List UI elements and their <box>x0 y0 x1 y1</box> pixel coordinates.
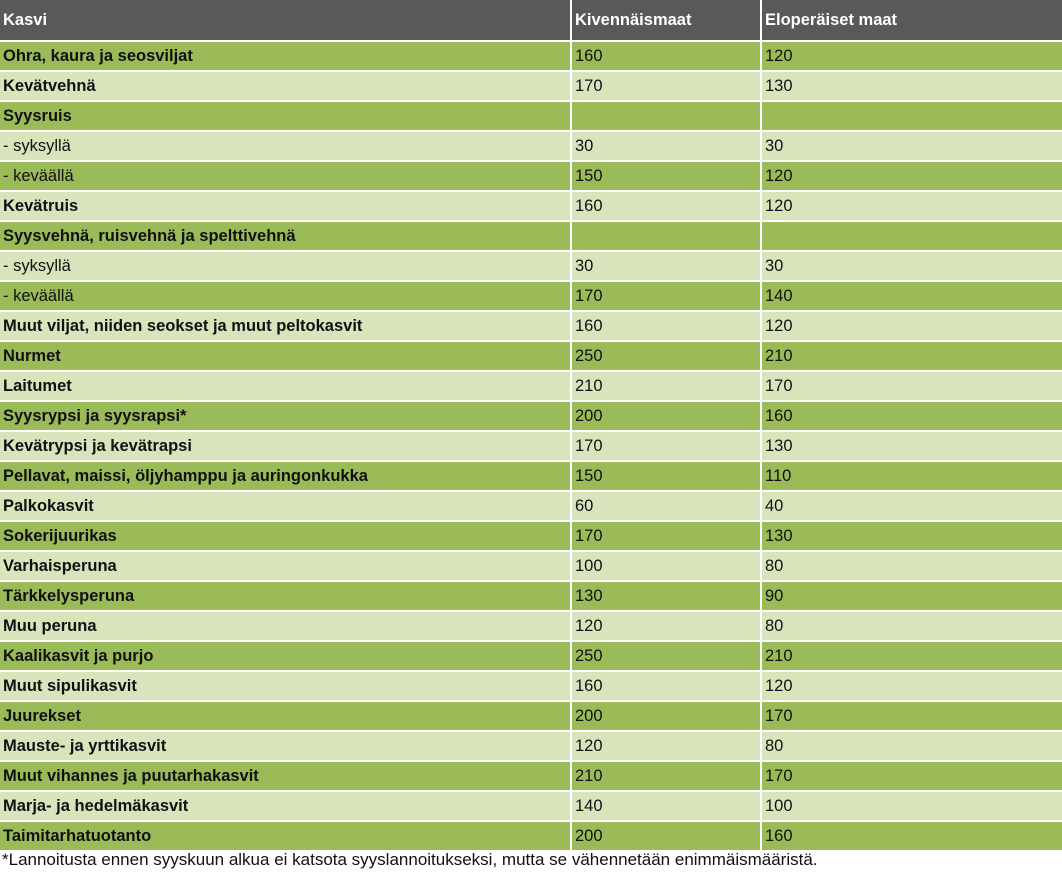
organic-soils-cell: 160 <box>761 401 1062 431</box>
organic-soils-cell <box>761 101 1062 131</box>
organic-soils-cell: 170 <box>761 701 1062 731</box>
crop-cell: Kevätruis <box>0 191 571 221</box>
table-row <box>0 371 1062 401</box>
crop-cell: Pellavat, maissi, öljyhamppu ja auringonkukka <box>0 461 571 491</box>
table-row <box>0 41 1062 71</box>
table-row <box>0 641 1062 671</box>
crop-cell: Kevätrypsi ja kevätrapsi <box>0 431 571 461</box>
table-row <box>0 71 1062 101</box>
organic-soils-cell: 120 <box>761 161 1062 191</box>
table-row <box>0 311 1062 341</box>
table-row <box>0 131 1062 161</box>
table-row <box>0 701 1062 731</box>
mineral-soils-cell: 210 <box>571 371 761 401</box>
table-row <box>0 281 1062 311</box>
mineral-soils-cell <box>571 221 761 251</box>
table-row <box>0 401 1062 431</box>
footnote: *Lannoitusta ennen syyskuun alkua ei katsota syyslannoitukseksi, mutta se vähennetään enimmäismääristä. <box>2 850 818 869</box>
mineral-soils-cell: 160 <box>571 191 761 221</box>
mineral-soils-cell: 170 <box>571 521 761 551</box>
mineral-soils-cell: 160 <box>571 41 761 71</box>
mineral-soils-cell: 170 <box>571 71 761 101</box>
table-row <box>0 821 1062 851</box>
table-row <box>0 251 1062 281</box>
organic-soils-cell <box>761 221 1062 251</box>
organic-soils-cell: 130 <box>761 521 1062 551</box>
table-row <box>0 521 1062 551</box>
organic-soils-cell: 110 <box>761 461 1062 491</box>
organic-soils-cell: 140 <box>761 281 1062 311</box>
mineral-soils-cell: 170 <box>571 281 761 311</box>
crop-cell: Muu peruna <box>0 611 571 641</box>
table-row <box>0 191 1062 221</box>
organic-soils-cell: 90 <box>761 581 1062 611</box>
table-row <box>0 581 1062 611</box>
table-row <box>0 491 1062 521</box>
table-row <box>0 611 1062 641</box>
crop-cell: Syysruis <box>0 101 571 131</box>
mineral-soils-cell: 160 <box>571 311 761 341</box>
table-row <box>0 731 1062 761</box>
mineral-soils-cell: 100 <box>571 551 761 581</box>
mineral-soils-cell: 210 <box>571 761 761 791</box>
header-organic-soils: Eloperäiset maat <box>761 0 1062 41</box>
table-row <box>0 221 1062 251</box>
crop-cell: Marja- ja hedelmäkasvit <box>0 791 571 821</box>
organic-soils-cell: 40 <box>761 491 1062 521</box>
crop-cell: Syysvehnä, ruisvehnä ja spelttivehnä <box>0 221 571 251</box>
table-row <box>0 461 1062 491</box>
mineral-soils-cell: 200 <box>571 701 761 731</box>
mineral-soils-cell: 250 <box>571 641 761 671</box>
mineral-soils-cell: 30 <box>571 131 761 161</box>
organic-soils-cell: 120 <box>761 41 1062 71</box>
crop-cell: - keväällä <box>0 161 571 191</box>
mineral-soils-cell: 150 <box>571 161 761 191</box>
crop-cell: Laitumet <box>0 371 571 401</box>
crop-cell: Sokerijuurikas <box>0 521 571 551</box>
crop-cell: Muut viljat, niiden seokset ja muut peltokasvit <box>0 311 571 341</box>
organic-soils-cell: 170 <box>761 371 1062 401</box>
mineral-soils-cell: 130 <box>571 581 761 611</box>
organic-soils-cell: 100 <box>761 791 1062 821</box>
crop-cell: Kevätvehnä <box>0 71 571 101</box>
organic-soils-cell: 30 <box>761 251 1062 281</box>
header-mineral-soils: Kivennäismaat <box>571 0 761 41</box>
header-crop: Kasvi <box>0 0 571 41</box>
mineral-soils-cell: 30 <box>571 251 761 281</box>
header-row <box>0 0 1062 41</box>
table-row <box>0 101 1062 131</box>
organic-soils-cell: 120 <box>761 311 1062 341</box>
crop-cell: Kaalikasvit ja purjo <box>0 641 571 671</box>
mineral-soils-cell <box>571 101 761 131</box>
crop-cell: Muut sipulikasvit <box>0 671 571 701</box>
mineral-soils-cell: 60 <box>571 491 761 521</box>
table-header <box>0 0 1062 41</box>
crop-cell: Tärkkelysperuna <box>0 581 571 611</box>
mineral-soils-cell: 140 <box>571 791 761 821</box>
crop-cell: Nurmet <box>0 341 571 371</box>
organic-soils-cell: 120 <box>761 671 1062 701</box>
organic-soils-cell: 160 <box>761 821 1062 851</box>
mineral-soils-cell: 150 <box>571 461 761 491</box>
organic-soils-cell: 210 <box>761 641 1062 671</box>
organic-soils-cell: 130 <box>761 431 1062 461</box>
crop-cell: Palkokasvit <box>0 491 571 521</box>
table-row <box>0 551 1062 581</box>
mineral-soils-cell: 120 <box>571 611 761 641</box>
mineral-soils-cell: 200 <box>571 401 761 431</box>
crop-cell: Juurekset <box>0 701 571 731</box>
organic-soils-cell: 210 <box>761 341 1062 371</box>
organic-soils-cell: 30 <box>761 131 1062 161</box>
organic-soils-cell: 170 <box>761 761 1062 791</box>
crop-cell: Mauste- ja yrttikasvit <box>0 731 571 761</box>
crop-cell: Muut vihannes ja puutarhakasvit <box>0 761 571 791</box>
table-row <box>0 431 1062 461</box>
mineral-soils-cell: 120 <box>571 731 761 761</box>
table-row <box>0 161 1062 191</box>
table-row <box>0 671 1062 701</box>
crop-cell: Taimitarhatuotanto <box>0 821 571 851</box>
crop-cell: - keväällä <box>0 281 571 311</box>
mineral-soils-cell: 160 <box>571 671 761 701</box>
organic-soils-cell: 80 <box>761 551 1062 581</box>
table-row <box>0 791 1062 821</box>
crop-cell: - syksyllä <box>0 131 571 161</box>
table-row <box>0 761 1062 791</box>
table-row <box>0 341 1062 371</box>
crop-cell: - syksyllä <box>0 251 571 281</box>
mineral-soils-cell: 170 <box>571 431 761 461</box>
organic-soils-cell: 130 <box>761 71 1062 101</box>
mineral-soils-cell: 250 <box>571 341 761 371</box>
crop-cell: Varhaisperuna <box>0 551 571 581</box>
organic-soils-cell: 80 <box>761 731 1062 761</box>
mineral-soils-cell: 200 <box>571 821 761 851</box>
crop-cell: Ohra, kaura ja seosviljat <box>0 41 571 71</box>
organic-soils-cell: 80 <box>761 611 1062 641</box>
table-body <box>0 41 1062 851</box>
crop-cell: Syysrypsi ja syysrapsi* <box>0 401 571 431</box>
organic-soils-cell: 120 <box>761 191 1062 221</box>
